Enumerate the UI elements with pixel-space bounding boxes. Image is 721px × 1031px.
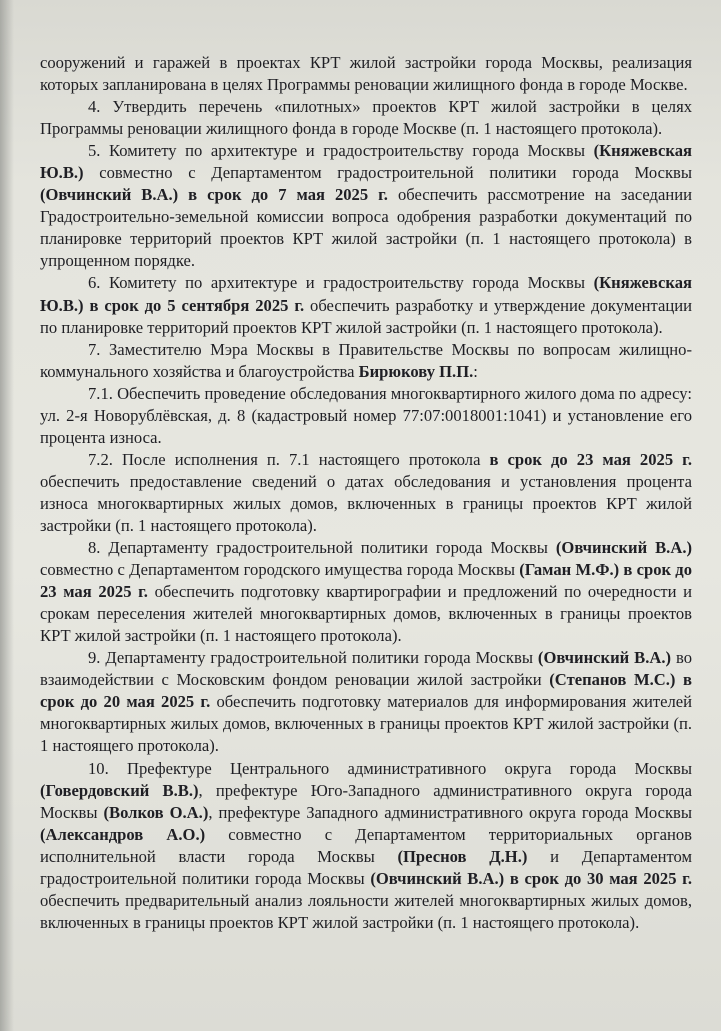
item-8-text-c: совместно с Департаментом городского имущества города Москвы [40,560,520,580]
item-7-text-d: : [473,361,478,381]
item-10-text-c: , префектуре Юго-Западного административного округа города Москвы [40,780,692,822]
item-6-deadline: (Княжевская Ю.В.) в срок до 5 сентября 2025 г. [40,273,692,315]
item-9-responsible-1: (Овчинский В.А.) [537,648,672,668]
page-edge-shadow [0,0,14,1031]
item-9-text-d: обеспечить подготовку материалов для информирования жителей многоквартирных жилых домов, включенных в границы проектов КРТ жилой застройки (п. 1 настоящего протокола). [40,692,692,756]
item-8-text-a: 8. Департаменту градостроительной политики города Москвы [88,538,556,558]
item-10-deadline: (Овчинский В.А.) в срок до 30 мая 2025 г. [370,868,692,888]
paragraph-item-4: 4. Утвердить перечень «пилотных» проектов КРТ жилой застройки в целях Программы реновации жилищного фонда в городе Москве (п. 1 настоящего протокола). [40,97,692,139]
paragraph-item-7-2 [40,449,692,537]
item-5-responsible-1: (Княжевская Ю.В.) [40,141,692,183]
item-7-2-text-a: 7.2. После исполнения п. 7.1 настоящего протокола [88,449,490,469]
paragraph-item-6 [40,272,692,338]
item-9-text-c: во взаимодействии с Московским фондом реновации жилой застройки [40,648,692,690]
paragraph-item-9 [40,647,692,757]
paragraph-item-7 [40,339,692,383]
item-7-2-deadline: в срок до 23 мая 2025 г. [489,449,692,469]
item-10-responsible-1: (Говердовский В.В.) [40,780,199,800]
item-5-text-a: 5. Комитету по архитектуре и градостроительству города Москвы [88,141,594,161]
item-10-responsible-4: (Преснов Д.Н.) [397,846,528,866]
item-6-text-a: 6. Комитету по архитектуре и градостроительству города Москвы [88,273,594,293]
item-5-text-c: совместно с Департаментом градостроительной политики города Москвы [83,163,692,183]
item-7-responsible: Бирюкову П.П. [358,361,474,381]
item-8-deadline: (Гаман М.Ф.) в срок до 23 мая 2025 г. [40,560,692,602]
item-10-text-f: совместно с Департаментом территориальных органов исполнительной власти города Москвы [40,824,692,866]
item-10-text-a: 10. Префектуре Центрального административного округа города Москвы [88,758,692,778]
item-10-responsible-3: (Александров А.О.) [40,824,206,844]
item-5-text-d: обеспечить рассмотрение на заседании Градостроительно-земельной комиссии вопроса одобрения разработки документаций по планировке территорий проектов КРТ жилой застройки (п. 1 настоящего протокола) в упрощенном порядке. [40,185,692,271]
paragraph-item-10 [40,758,692,934]
paragraph-item-8 [40,537,692,647]
item-10-text-e: , префектуре Западного административного округа города Москвы [208,802,692,822]
item-7-text-a: 7. Заместителю Мэра Москвы в Правительстве Москвы по вопросам жилищно-коммунального хозяйства и благоустройства [40,339,692,381]
paragraph-item-7-1: 7.1. Обеспечить проведение обследования многоквартирного жилого дома по адресу: ул. 2-я Новорублёвская, д. 8 (кадастровый номер 77:07:0018001:1041) и установление его процента износа. [40,383,692,447]
item-5-deadline: (Овчинский В.А.) в срок до 7 мая 2025 г. [40,185,388,205]
item-10-text-d: обеспечить предварительный анализ лояльности жителей многоквартирных жилых домов, включенных в границы проектов КРТ жилой застройки (п. 1 настоящего протокола). [40,890,692,932]
item-7-2-text-d: обеспечить предоставление сведений о датах обследования и установления процента износа многоквартирных жилых домов, включенных в границы проектов КРТ жилой застройки (п. 1 настоящего протокола). [40,471,692,535]
item-8-text-d: обеспечить подготовку квартирографии и предложений по очередности и срокам переселения жителей многоквартирных домов, включенных в границы проектов КРТ жилой застройки (п. 1 настоящего протокола). [40,582,692,646]
item-9-deadline: (Степанов М.С.) в срок до 20 мая 2025 г. [40,670,693,712]
item-10-responsible-2: (Волков О.А.) [103,802,209,822]
item-8-responsible-1: (Овчинский В.А.) [555,538,692,558]
paragraph-continuation: сооружений и гаражей в проектах КРТ жилой застройки города Москвы, реализация которых запланирована в целях Программы реновации жилищного фонда в городе Москве. [40,53,692,95]
item-6-text-d: обеспечить разработку и утверждение документации по планировке территорий проектов КРТ жилой застройки (п. 1 настоящего протокола). [40,295,693,337]
item-10-text-g: и Департаментом градостроительной политики города Москвы [40,846,692,888]
document-body [40,52,692,934]
paragraph-item-5 [40,140,692,272]
item-9-text-a: 9. Департаменту градостроительной политики города Москвы [88,648,538,668]
